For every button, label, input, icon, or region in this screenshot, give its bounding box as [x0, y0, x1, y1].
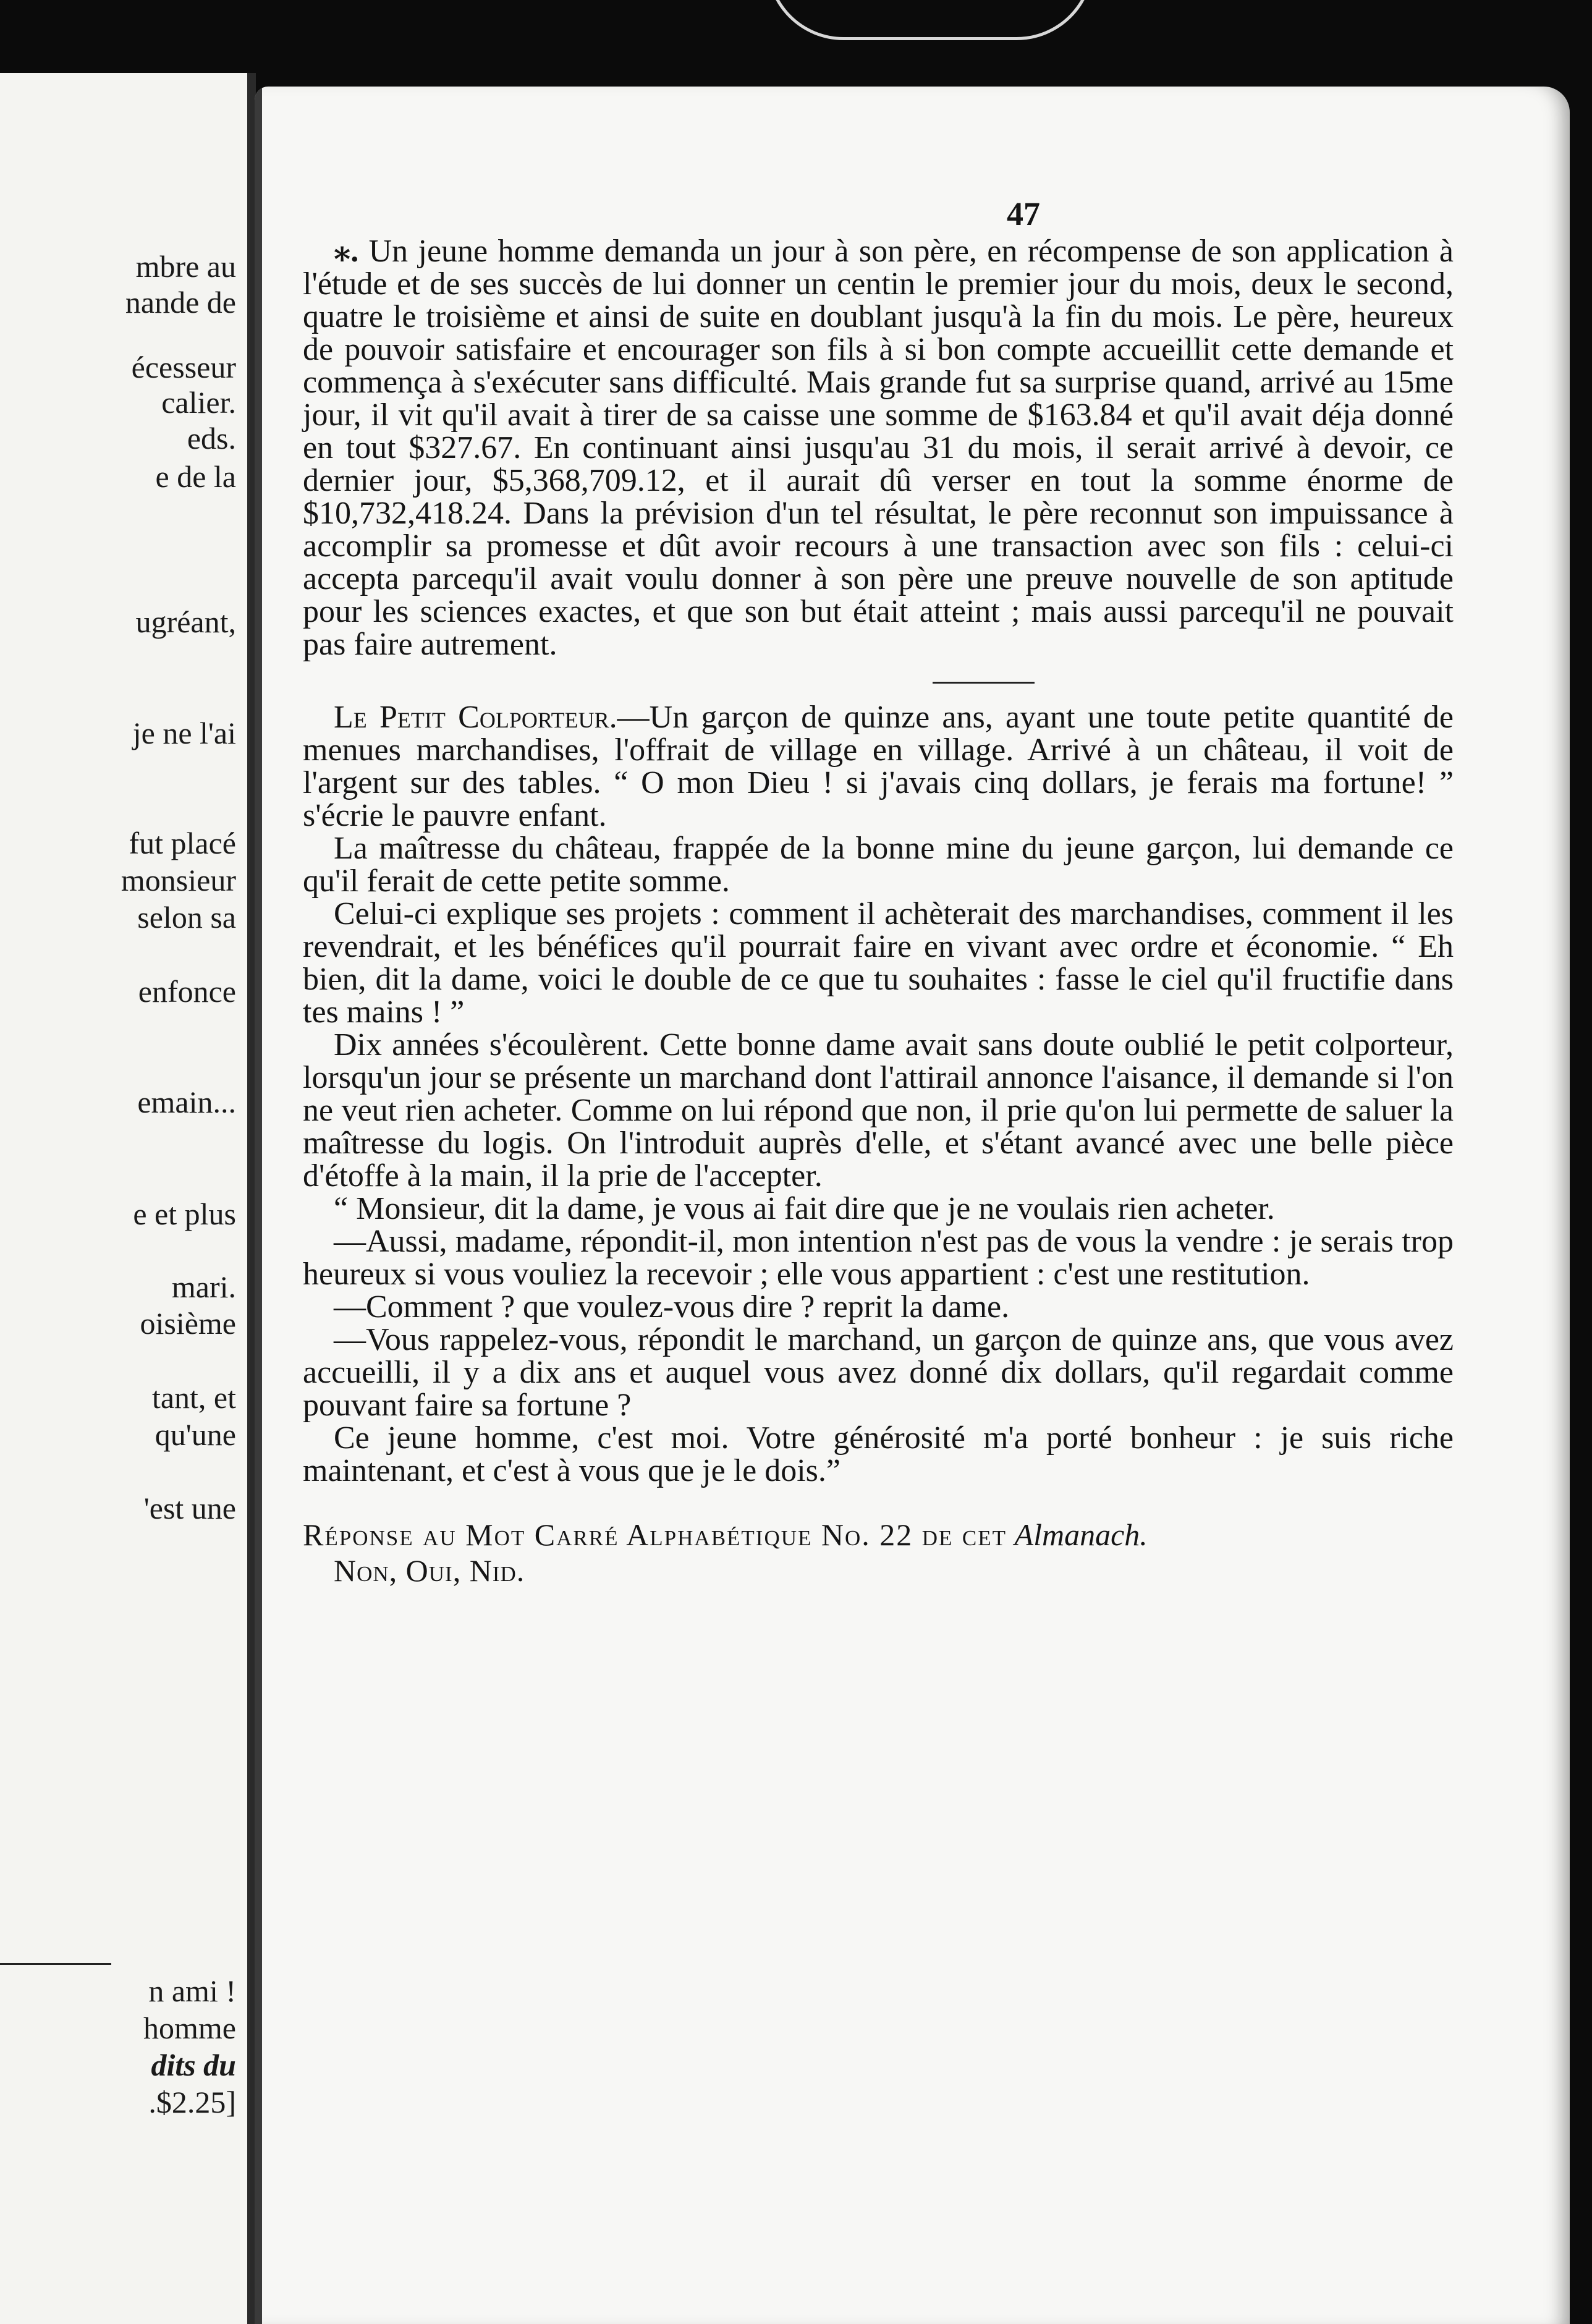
- section-ornament: ⁎.: [334, 234, 359, 269]
- story-paragraph: Ce jeune homme, c'est moi. Votre générosité m'a porté bonheur : je suis riche maintenant, et c'est à vous que je le dois.”: [303, 1420, 1454, 1488]
- left-line: qu'une: [155, 1417, 236, 1452]
- left-line: 'est une: [143, 1491, 236, 1525]
- background-curve: [766, 0, 1094, 40]
- story-paragraph: —Vous rappelez-vous, répondit le marchand, un garçon de quinze ans, que vous avez accueilli, il y a dix ans et auquel vous avez donné dix dollars, qu'il regardait comme pouvant faire sa fortune ?: [303, 1322, 1454, 1423]
- story-paragraph: —Aussi, madame, répondit-il, mon intention n'est pas de vous la vendre : je serais trop heureux si vous vouliez la recevoir ; elle vous appartient : c'est une restitution.: [303, 1224, 1454, 1292]
- answer-words: Non, Oui, Nid.: [334, 1553, 525, 1588]
- left-line: homme: [143, 2011, 236, 2045]
- story-paragraph: La maîtresse du château, frappée de la bonne mine du jeune garçon, lui demande ce qu'il ferait de cette petite somme.: [303, 831, 1454, 899]
- left-divider: [0, 1963, 111, 1965]
- story-paragraph: Dix années s'écoulèrent. Cette bonne dame avait sans doute oublié le petit colporteur, lorsqu'un jour se présente un marchand dont l'attirail annonce l'aisance, il demande si l'on ne veut rien acheter. Comme on lui répond que non, il prie qu'on lui permette de saluer la maîtresse du logis. On l'introduit auprès d'elle, et s'étant avancé avec une belle pièce d'étoffe à la main, il la prie de l'accepter.: [303, 1027, 1454, 1194]
- story-intro-text: —Un garçon de quinze ans, ayant une toute petite quantité de menues marchandises, l'offrait de village en village. Arrivé à un château, il voit de l'argent sur des tables. “ O mon Dieu ! si j'avais cinq dollars, je ferais ma fortune! ” s'écrie le pauvre enfant.: [303, 700, 1454, 833]
- left-line: nande de: [125, 285, 236, 320]
- left-line: n ami !: [148, 1974, 236, 2008]
- left-line: ugréant,: [135, 604, 236, 639]
- answer-heading-italic: Almanach.: [1014, 1517, 1148, 1552]
- page-content: [303, 235, 1454, 1588]
- section-divider: [933, 682, 1035, 684]
- left-line: selon sa: [137, 900, 236, 935]
- page-number: 47: [1007, 195, 1040, 232]
- story-paragraph: Celui-ci explique ses projets : comment il achèterait des marchandises, comment il les revendrait, et les bénéfices qu'il pourrait faire en vivant avec ordre et économie. “ Eh bien, dit la dame, voici le double de ce que tu souhaites : fasse le ciel qu'il fructifie dans tes mains ! ”: [303, 896, 1454, 1030]
- doubling-anecdote: [303, 235, 1454, 661]
- left-line: enfonce: [138, 974, 236, 1009]
- left-line: eds.: [187, 421, 236, 456]
- previous-page-fragment: [0, 73, 256, 2324]
- left-line: mari.: [171, 1270, 236, 1304]
- left-line: .$2.25]: [148, 2085, 236, 2119]
- anecdote-text: Un jeune homme demanda un jour à son père, en récompense de son application à l'étude et de ses succès de lui donner un centin le premier jour du mois, deux le second, quatre le troisième et ainsi de suite en doublant jusqu'à la fin du mois. Le père, heureux de pouvoir satisfaire et encourager son fils à si bon compte accueillit cette demande et commença à s'exécuter sans difficulté. Mais grande fut sa surprise quand, arrivé au 15me jour, il vit qu'il avait à tirer de sa caisse une somme de $163.84 et qu'il avait déja donné en tout $327.67. En continuant ainsi jusqu'au 31 du mois, il serait arrivé à devoir, ce dernier jour, $5,368,709.12, et il aurait dû verser en tout la somme énorme de $10,732,418.24. Dans la prévision d'un tel résultat, le père reconnut son impuissance à accomplir sa promesse et dût avoir recours à une transaction avec son fils : celui-ci accepta parcequ'il avait voulu donner à son père une preuve nouvelle de son aptitude pour les sciences exactes, et que son but était atteint ; mais aussi parcequ'il ne pouvait pas faire autrement.: [303, 234, 1454, 662]
- left-line: dits du: [151, 2048, 236, 2082]
- left-line: emain...: [137, 1085, 236, 1119]
- puzzle-answer: [303, 1517, 1454, 1588]
- left-line: monsieur: [121, 863, 236, 897]
- answer-heading: Réponse au Mot Carré Alphabétique No. 22 de cet: [303, 1517, 1007, 1552]
- story-paragraph: —Comment ? que voulez-vous dire ? reprit la dame.: [334, 1289, 1010, 1325]
- left-line: écesseur: [131, 350, 236, 384]
- left-line: e de la: [155, 459, 236, 494]
- left-line: oisième: [140, 1306, 236, 1341]
- left-line: calier.: [161, 385, 236, 420]
- story-paragraph: “ Monsieur, dit la dame, je vous ai fait dire que je ne voulais rien acheter.: [334, 1191, 1275, 1226]
- left-line: je ne l'ai: [132, 716, 236, 750]
- story-intro: [303, 701, 1454, 832]
- left-line: mbre au: [135, 249, 236, 284]
- page-binding-edge: [255, 87, 262, 2324]
- almanac-page: [255, 87, 1570, 2324]
- left-line: e et plus: [133, 1197, 236, 1231]
- left-line: tant, et: [151, 1380, 236, 1415]
- left-line: fut placé: [129, 826, 236, 860]
- story-title: Le Petit Colporteur.: [334, 700, 617, 735]
